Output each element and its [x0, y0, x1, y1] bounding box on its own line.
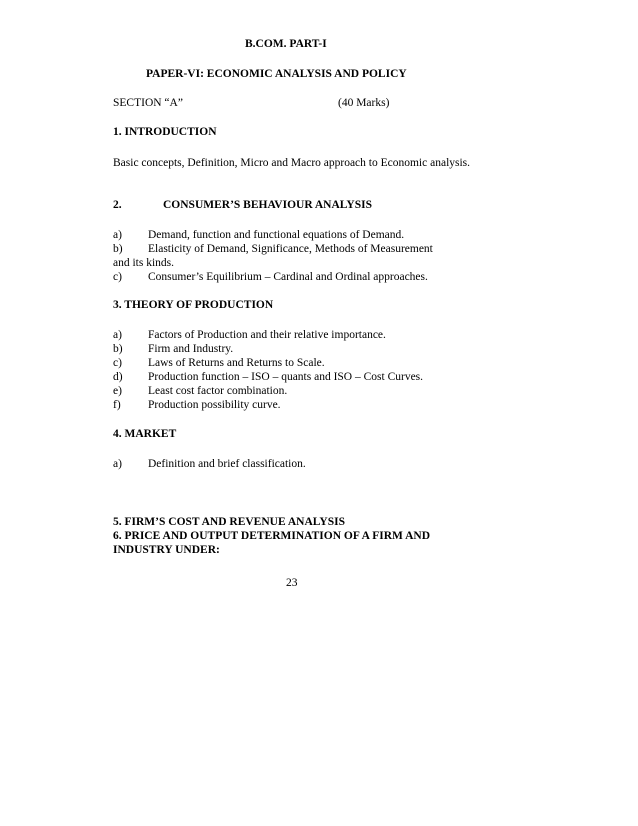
list-item — [0, 398, 638, 413]
list-item — [0, 270, 638, 285]
item-text: Demand, function and functional equations of Demand. — [148, 229, 405, 241]
item-letter: b) — [113, 343, 123, 355]
item-letter: b) — [113, 243, 123, 255]
list-item — [0, 384, 638, 399]
item-letter: a) — [113, 229, 122, 241]
item-text: Production function – ISO – quants and ISO – Cost Curves. — [148, 371, 424, 383]
item-text: Elasticity of Demand, Significance, Methods of Measurement — [148, 243, 433, 255]
paper-title: PAPER-VI: ECONOMIC ANALYSIS AND POLICY — [146, 68, 407, 80]
item-letter: e) — [113, 385, 122, 397]
topic-2-title: CONSUMER’S BEHAVIOUR ANALYSIS — [163, 199, 372, 211]
list-item — [0, 242, 638, 257]
topic-3-heading: 3. THEORY OF PRODUCTION — [113, 299, 274, 311]
item-letter: c) — [113, 357, 122, 369]
item-text: Consumer’s Equilibrium – Cardinal and Ordinal approaches. — [148, 271, 428, 283]
item-text: Firm and Industry. — [148, 343, 234, 355]
list-item — [0, 228, 638, 243]
topic-1-heading: 1. INTRODUCTION — [113, 126, 217, 138]
item-letter: c) — [113, 271, 122, 283]
list-item — [0, 370, 638, 385]
item-continuation: and its kinds. — [113, 257, 175, 269]
item-text: Factors of Production and their relative importance. — [148, 329, 386, 341]
topic-4-heading: 4. MARKET — [113, 428, 177, 440]
topic-2-number: 2. — [113, 199, 122, 211]
section-label: SECTION “A” — [113, 97, 183, 109]
course-title: B.COM. PART-I — [245, 38, 327, 50]
topic-6-heading: 6. PRICE AND OUTPUT DETERMINATION OF A FIRM AND — [113, 530, 431, 542]
item-text: Least cost factor combination. — [148, 385, 288, 397]
list-item — [0, 328, 638, 343]
topic-1-body: Basic concepts, Definition, Micro and Macro approach to Economic analysis. — [113, 157, 471, 169]
item-text: Production possibility curve. — [148, 399, 281, 411]
item-letter: a) — [113, 329, 122, 341]
item-letter: f) — [113, 399, 121, 411]
item-text: Definition and brief classification. — [148, 458, 306, 470]
topic-5-heading: 5. FIRM’S COST AND REVENUE ANALYSIS — [113, 516, 345, 528]
item-letter: d) — [113, 371, 123, 383]
section-marks: (40 Marks) — [338, 97, 390, 109]
topic-6-heading-continued: INDUSTRY UNDER: — [113, 544, 220, 556]
list-item — [0, 356, 638, 371]
page-number: 23 — [286, 577, 298, 589]
list-item — [0, 457, 638, 472]
item-letter: a) — [113, 458, 122, 470]
list-item — [0, 342, 638, 357]
item-text: Laws of Returns and Returns to Scale. — [148, 357, 325, 369]
